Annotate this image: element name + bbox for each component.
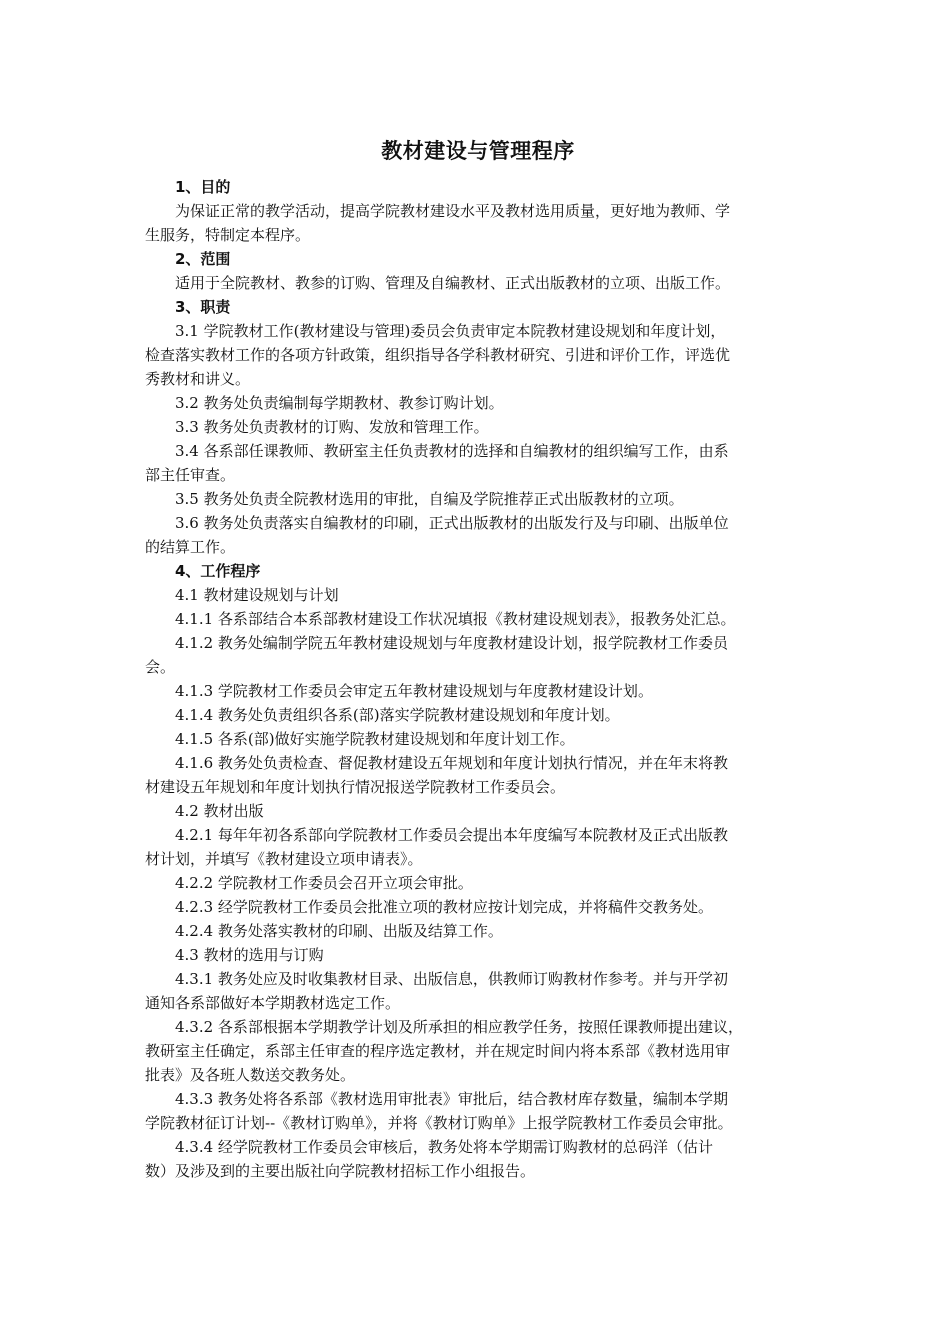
paragraph — [145, 895, 811, 919]
paragraph-line: 为保证正常的教学活动，提高学院教材建设水平及教材选用质量，更好地为教师、学 — [175, 202, 731, 220]
paragraph-line: 4.2.3 经学院教材工作委员会批准立项的教材应按计划完成，并将稿件交教务处。 — [175, 898, 713, 916]
paragraph — [145, 799, 811, 823]
paragraph-line: 4.3 教材的选用与订购 — [175, 946, 324, 964]
paragraph — [145, 943, 811, 967]
paragraph-line: 检查落实教材工作的各项方针政策，组织指导各学科教材研究、引进和评价工作，评选优 — [145, 346, 731, 364]
paragraph-line: 4.3.2 各系部根据本学期教学计划及所承担的相应教学任务，按照任课教师提出建议， — [175, 1018, 743, 1036]
paragraph-line: 适用于全院教材、教参的订购、管理及自编教材、正式出版教材的立项、出版工作。 — [175, 274, 731, 292]
document-title: 教材建设与管理程序 — [381, 139, 575, 163]
paragraph — [145, 703, 811, 727]
paragraph-line: 4.3.4 经学院教材工作委员会审核后，教务处将本学期需订购教材的总码洋（估计 — [175, 1138, 713, 1156]
paragraph-line: 秀教材和讲义。 — [145, 370, 251, 388]
paragraph-line: 教研室主任确定，系部主任审查的程序选定教材，并在规定时间内将本系部《教材选用审 — [145, 1042, 731, 1060]
paragraph — [145, 415, 811, 439]
paragraph-line: 4.1.2 教务处编制学院五年教材建设规划与年度教材建设计划，报学院教材工作委员 — [175, 634, 728, 652]
paragraph — [145, 583, 811, 607]
paragraph-line: 3.5 教务处负责全院教材选用的审批，自编及学院推荐正式出版教材的立项。 — [175, 490, 684, 508]
paragraph-line: 4.2.4 教务处落实教材的印刷、出版及结算工作。 — [175, 922, 503, 940]
section-heading: 4、工作程序 — [175, 562, 261, 580]
paragraph-line: 3.1 学院教材工作(教材建设与管理)委员会负责审定本院教材建设规划和年度计划， — [175, 322, 726, 340]
paragraph-line: 材计划，并填写《教材建设立项申请表》。 — [145, 850, 423, 868]
paragraph — [145, 391, 811, 415]
paragraph — [145, 727, 811, 751]
paragraph-line: 4.3.1 教务处应及时收集教材目录、出版信息，供教师订购教材作参考。并与开学初 — [175, 970, 728, 988]
paragraph — [145, 1015, 811, 1087]
document-body — [145, 135, 811, 1183]
paragraph-line: 通知各系部做好本学期教材选定工作。 — [145, 994, 401, 1012]
document-content — [145, 175, 811, 1183]
section-heading: 3、职责 — [175, 298, 231, 316]
paragraph-line: 4.2.1 每年年初各系部向学院教材工作委员会提出本年度编写本院教材及正式出版教 — [175, 826, 728, 844]
paragraph-line: 的结算工作。 — [145, 538, 236, 556]
paragraph-line: 4.1.4 教务处负责组织各系(部)落实学院教材建设规划和年度计划。 — [175, 706, 620, 724]
paragraph-line: 3.3 教务处负责教材的订购、发放和管理工作。 — [175, 418, 489, 436]
paragraph — [145, 679, 811, 703]
paragraph — [145, 1087, 811, 1135]
paragraph-line: 4.1.1 各系部结合本系部教材建设工作状况填报《教材建设规划表》，报教务处汇总。 — [175, 610, 736, 628]
paragraph-line: 数）及涉及到的主要出版社向学院教材招标工作小组报告。 — [145, 1162, 536, 1180]
paragraph — [145, 199, 811, 247]
paragraph-line: 4.1.3 学院教材工作委员会审定五年教材建设规划与年度教材建设计划。 — [175, 682, 653, 700]
paragraph — [145, 871, 811, 895]
paragraph — [145, 511, 811, 559]
paragraph — [145, 439, 811, 487]
paragraph-line: 材建设五年规划和年度计划执行情况报送学院教材工作委员会。 — [145, 778, 566, 796]
paragraph-line: 会。 — [145, 658, 176, 676]
paragraph-line: 3.6 教务处负责落实自编教材的印刷，正式出版教材的出版发行及与印刷、出版单位 — [175, 514, 729, 532]
section-heading: 2、范围 — [175, 250, 231, 268]
paragraph-line: 4.1 教材建设规划与计划 — [175, 586, 339, 604]
paragraph — [145, 967, 811, 1015]
paragraph-line: 4.1.6 教务处负责检查、督促教材建设五年规划和年度计划执行情况，并在年末将教 — [175, 754, 728, 772]
paragraph-line: 部主任审查。 — [145, 466, 236, 484]
paragraph-line: 3.2 教务处负责编制每学期教材、教参订购计划。 — [175, 394, 504, 412]
paragraph-line: 4.1.5 各系(部)做好实施学院教材建设规划和年度计划工作。 — [175, 730, 575, 748]
paragraph — [145, 751, 811, 799]
paragraph-line: 批表》及各班人数送交教务处。 — [145, 1066, 356, 1084]
paragraph — [145, 823, 811, 871]
paragraph — [145, 271, 811, 295]
paragraph — [145, 319, 811, 391]
paragraph — [145, 607, 811, 631]
paragraph-line: 3.4 各系部任课教师、教研室主任负责教材的选择和自编教材的组织编写工作，由系 — [175, 442, 729, 460]
section-heading: 1、目的 — [175, 178, 231, 196]
paragraph-line: 生服务，特制定本程序。 — [145, 226, 311, 244]
paragraph — [145, 631, 811, 679]
paragraph — [145, 919, 811, 943]
paragraph-line: 4.3.3 教务处将各系部《教材选用审批表》审批后，结合教材库存数量，编制本学期 — [175, 1090, 728, 1108]
paragraph-line: 4.2.2 学院教材工作委员会召开立项会审批。 — [175, 874, 473, 892]
paragraph — [145, 487, 811, 511]
paragraph-line: 4.2 教材出版 — [175, 802, 264, 820]
paragraph — [145, 1135, 811, 1183]
paragraph-line: 学院教材征订计划--《教材订购单》，并将《教材订购单》上报学院教材工作委员会审批。 — [145, 1114, 733, 1132]
